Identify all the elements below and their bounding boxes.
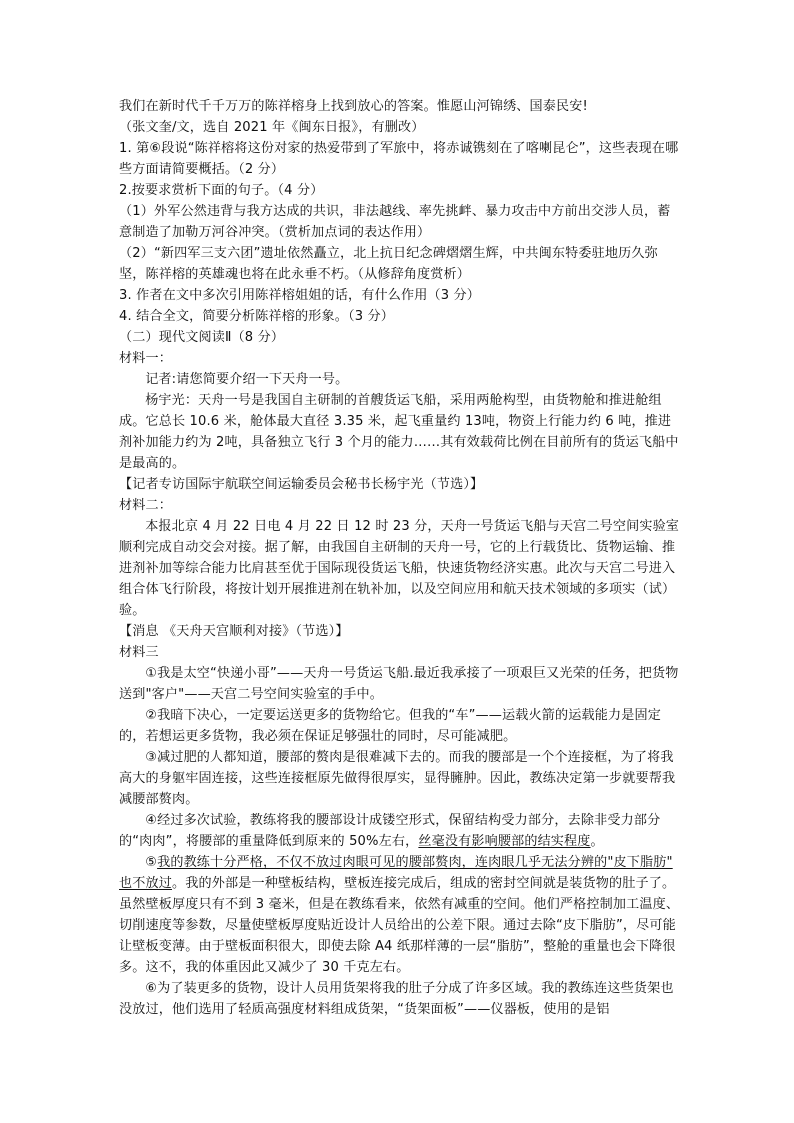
question-3: 3. 作者在文中多次引用陈祥榕姐姐的话，有什么作用（3 分）	[119, 288, 480, 303]
material-1-label: 材料一：	[119, 351, 172, 366]
paragraph-4-text: ④经过多次试验，教练将我的腰部设计成镂空形式，保留结构受力部分，去除非受力部分的“肉肉”，将腰部的重量降低到原来的 50%左右，	[119, 813, 661, 849]
paragraph-2: ②我暗下决心，一定要运送更多的货物给它。但我的“车”——运载火箭的运载能力是固定的，若想运更多货物，我必须在保证足够强壮的同时，尽可能减肥。	[119, 708, 661, 744]
question-1: 1. 第⑥段说“陈祥榕将这份对家的热爱带到了军旅中，将赤诚镌刻在了喀喇昆仑”，这些表现在哪些方面请简要概括。（2 分）	[119, 141, 679, 177]
material-2-text: 本报北京 4 月 22 日电 4 月 22 日 12 时 23 分，天舟一号货运飞船与天宫二号空间实验室顺利完成自动交会对接。据了解，由我国自主研制的天舟一号，它的上行载货比、货物运输、推进剂补加等综合能力比肩甚至优于国际现役货运飞船，快速货物经济实惠。此次与天宫二号进入组合体飞行阶段，将按计划开展推进剂在轨补加，以及空间应用和航天技术领域的多项实（试）验。	[119, 519, 680, 618]
paragraph-6: ⑥为了装更多的货物，设计人员用货架将我的肚子分成了许多区域。我的教练连这些货架也没放过，他们选用了轻质高强度材料组成货架，“货架面板”——仪器板，使用的是铝	[119, 981, 674, 1017]
material-2-source: 【消息 《天舟天宫顺利对接》（节选）】	[119, 624, 349, 639]
material-1-question: 记者:请您简要介绍一下天舟一号。	[145, 372, 349, 387]
material-1-answer: 杨宇光：天舟一号是我国自主研制的首艘货运飞船，采用两舱构型，由货物舱和推进舱组成。它总长 10.6 米，舱体最大直径 3.35 米，起飞重量约 13吨，物资上行能力约 6 吨，推进剂补加能力约为 2吨，具备独立飞行 3 个月的能力……其有效载荷比例在目前所有的货运飞船中是最高的。	[119, 393, 679, 471]
paragraph-5-underlined: 我的教练十分严格，不仅不放过肉眼可见的腰部赘肉，连肉眼几乎无法分辨的"皮下脂肪" 也不放过	[119, 855, 673, 891]
material-1-source: 【记者专访国际宇航联空间运输委员会秘书长杨宇光（节选）】	[119, 477, 484, 492]
question-4: 4. 结合全文，简要分析陈祥榕的形象。（3 分）	[119, 309, 394, 324]
intro-source: （张文奎/文，选自 2021 年《闽东日报》，有删改）	[119, 120, 425, 135]
intro-closing: 我们在新时代千千万万的陈祥榕身上找到放心的答案。惟愿山河锦绣、国泰民安!	[119, 99, 588, 114]
material-2-label: 材料二：	[119, 498, 172, 513]
paragraph-4	[119, 810, 680, 852]
paragraph-4-underlined: 丝毫没有影响腰部的结实程度	[418, 834, 591, 849]
section-heading: （二）现代文阅读Ⅱ（8 分）	[119, 330, 285, 345]
paragraph-5-text: 。我的外部是一种壁板结构，壁板连接完成后，组成的密封空间就是装货物的肚子了。虽然壁板厚度只有不到 3 毫米，但是在教练看来，依然有减重的空间。他们严格控制加工温度、切削速度等参数，尽量使壁板厚度贴近设计人员给出的公差下限。通过去除“皮下脂肪”，尽可能让壁板变薄。由于壁板面积很大，即使去除 A4 纸那样薄的一层“脂肪”，整舱的重量也会下降很多。这不，我的体重因此又减少了 30 千克左右。	[119, 876, 680, 975]
question-2-item-2: （2）“新四军三支六团”遗址依然矗立，北上抗日纪念碑熠熠生辉，中共闽东特委驻地历久弥坚，陈祥榕的英雄魂也将在此永垂不朽。（从修辞角度赏析）	[119, 246, 658, 282]
paragraph-4-end: 。	[590, 834, 604, 849]
paragraph-3: ③减过肥的人都知道，腰部的赘肉是很难减下去的。而我的腰部是一个个连接框，为了将我高大的身躯牢固连接，这些连接框原先做得很厚实，显得臃肿。因此，教练决定第一步就要帮我减腰部赘肉。	[119, 750, 676, 807]
paragraph-5-number: ⑤	[145, 855, 158, 870]
material-3-label: 材料三	[119, 645, 159, 660]
question-2: 2.按要求赏析下面的句子。（4 分）	[119, 183, 324, 198]
question-2-item-1: （1）外军公然违背与我方达成的共识，非法越线、率先挑衅、暴力攻击中方前出交涉人员，蓄意制造了加勒万河谷冲突。（赏析加点词的表达作用）	[119, 204, 671, 240]
document-page	[119, 96, 680, 1020]
paragraph-1: ①我是太空“快递小哥”——天舟一号货运飞船.最近我承接了一项艰巨又光荣的任务，把货物送到"客户"——天宫二号空间实验室的手中。	[119, 666, 679, 702]
paragraph-5	[119, 852, 680, 978]
